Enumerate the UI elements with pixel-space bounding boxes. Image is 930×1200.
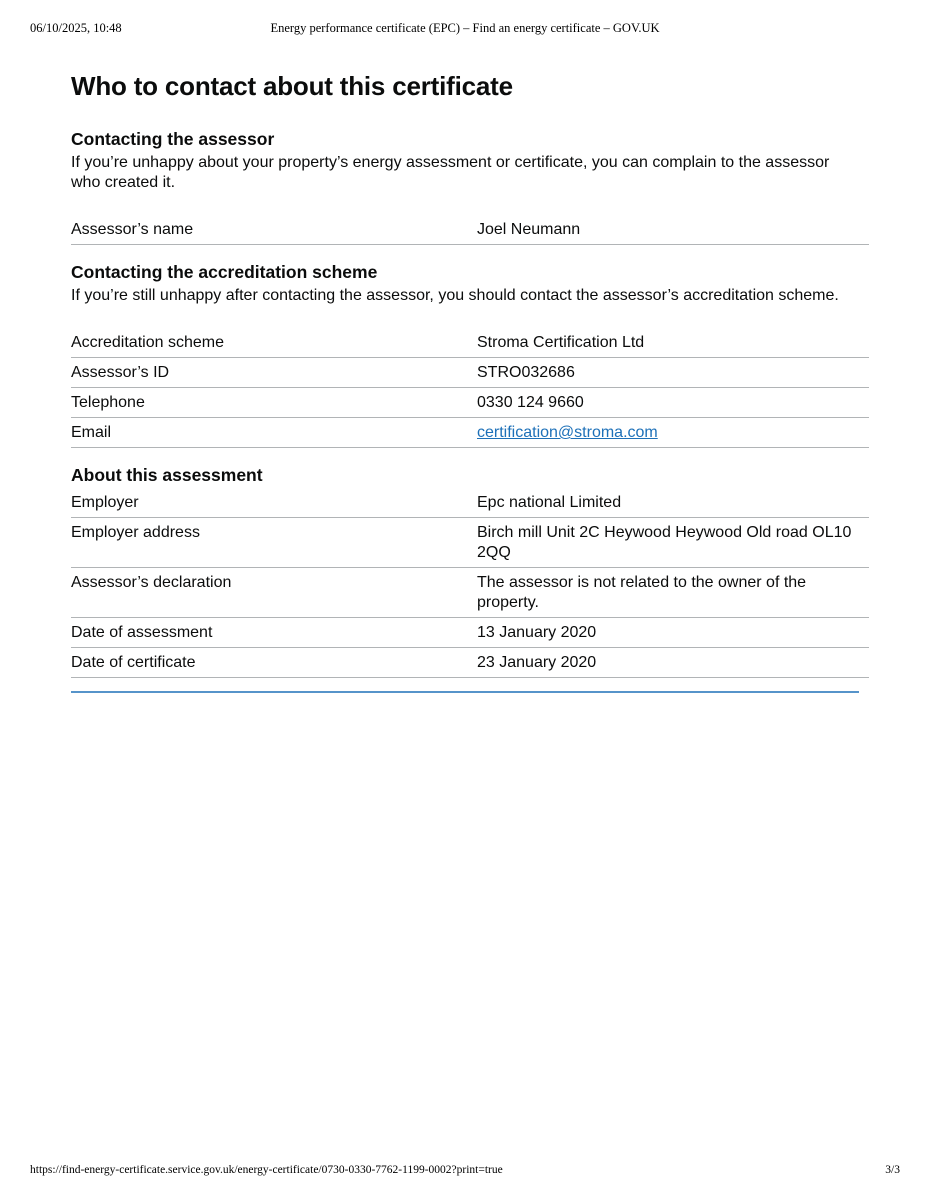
print-header-title: Energy performance certificate (EPC) – Find an energy certificate – GOV.UK: [270, 21, 660, 35]
row-key: Assessor’s ID: [71, 358, 477, 388]
table-row: [71, 648, 869, 678]
row-key: Employer address: [71, 518, 477, 568]
accreditation-section-text: If you’re still unhappy after contacting the assessor, you should contact the assessor’s accreditation scheme.: [71, 287, 839, 304]
table-row: [71, 358, 869, 388]
row-value: The assessor is not related to the owner of the property.: [477, 568, 869, 618]
row-value: STRO032686: [477, 358, 869, 388]
table-row: [71, 568, 869, 618]
print-footer-url: https://find-energy-certificate.service.gov.uk/energy-certificate/0730-0330-7762-1199-0002?print=true: [30, 1164, 503, 1176]
row-key: Date of certificate: [71, 648, 477, 678]
table-row: [71, 215, 869, 245]
row-value: 23 January 2020: [477, 648, 869, 678]
page-title: Who to contact about this certificate: [71, 71, 513, 101]
about-assessment-table: [71, 488, 869, 678]
row-value: Epc national Limited: [477, 488, 869, 518]
table-row: [71, 518, 869, 568]
table-row: [71, 388, 869, 418]
table-row: [71, 418, 869, 448]
print-header: [0, 20, 930, 36]
section-divider: [71, 691, 859, 693]
row-value: Joel Neumann: [477, 215, 869, 245]
accreditation-details-table: [71, 328, 869, 448]
print-footer: [0, 1162, 930, 1178]
row-key: Assessor’s declaration: [71, 568, 477, 618]
row-key: Email: [71, 418, 477, 448]
row-key: Date of assessment: [71, 618, 477, 648]
row-value: [477, 418, 869, 448]
accreditation-section-heading: Contacting the accreditation scheme: [71, 262, 378, 282]
row-value: Birch mill Unit 2C Heywood Heywood Old road OL10 2QQ: [477, 518, 869, 568]
row-key: Employer: [71, 488, 477, 518]
row-key: Assessor’s name: [71, 215, 477, 245]
row-value: 13 January 2020: [477, 618, 869, 648]
document-content: [71, 70, 859, 693]
print-footer-page-number: 3/3: [885, 1164, 900, 1176]
table-row: [71, 488, 869, 518]
assessor-section-text: If you’re unhappy about your property’s energy assessment or certificate, you can complain to the assessor who created it.: [71, 154, 830, 191]
row-key: Telephone: [71, 388, 477, 418]
assessor-details-table: [71, 215, 869, 245]
table-row: [71, 618, 869, 648]
assessor-section-heading: Contacting the assessor: [71, 129, 275, 149]
about-section-heading: About this assessment: [71, 465, 263, 485]
row-key: Accreditation scheme: [71, 328, 477, 358]
table-row: [71, 328, 869, 358]
print-header-datetime: 06/10/2025, 10:48: [30, 21, 122, 35]
row-value: 0330 124 9660: [477, 388, 869, 418]
row-value: Stroma Certification Ltd: [477, 328, 869, 358]
email-link[interactable]: certification@stroma.com: [477, 424, 658, 441]
